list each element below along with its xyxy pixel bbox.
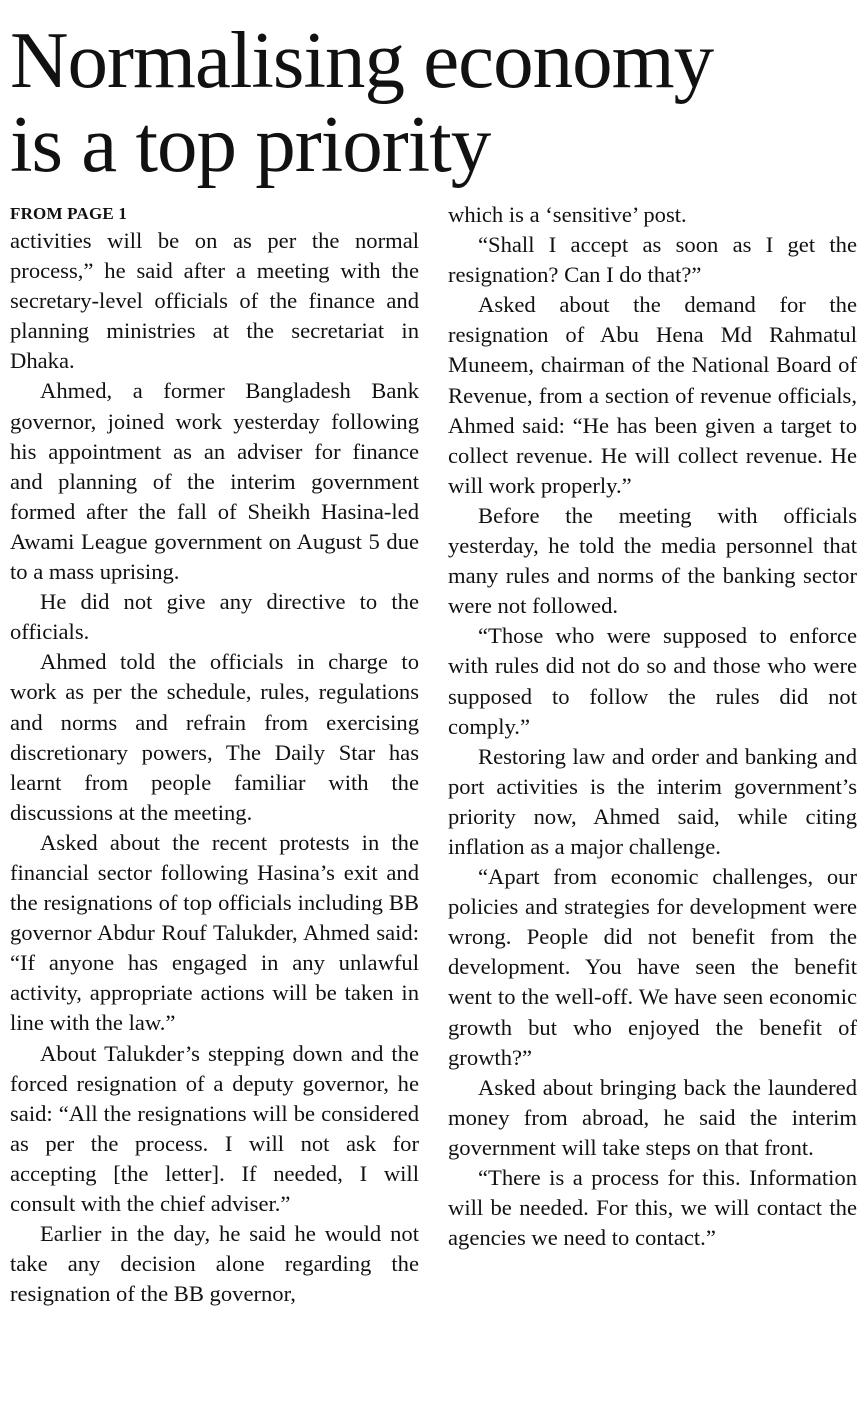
paragraph: “Those who were supposed to enforce with rules did not do so and those who were supposed to follow the rules did not comply.” xyxy=(448,623,857,739)
paragraph: Ahmed, a former Bangladesh Bank governor, joined work yesterday following his appointment as an adviser for finance and planning of the interim government formed after the fall of Sheikh Hasina-led Awami League government on August 5 due to a mass uprising. xyxy=(10,378,419,585)
paragraph: Ahmed told the officials in charge to work as per the schedule, rules, regulations and norms and refrain from exercising discretionary powers, The Daily Star has learnt from people familiar with the discussions at the meeting. xyxy=(10,649,419,825)
paragraph: “Shall I accept as soon as I get the resignation? Can I do that?” xyxy=(448,232,857,288)
paragraph: Earlier in the day, he said he would not take any decision alone regarding the resignation of the BB governor, xyxy=(10,1221,419,1307)
paragraph: “Apart from economic challenges, our policies and strategies for development were wrong. People did not benefit from the development. You have seen the benefit went to the well-off. We have seen economic growth but who enjoyed the benefit of growth?” xyxy=(448,864,857,1070)
headline-line-1: Normalising economy xyxy=(10,15,714,105)
paragraph: Asked about the demand for the resignation of Abu Hena Md Rahmatul Muneem, chairman of the National Board of Revenue, from a section of revenue officials, Ahmed said: “He has been given a target to collect revenue. He will collect revenue. He will work properly.” xyxy=(448,292,857,498)
paragraph: Asked about the recent protests in the financial sector following Hasina’s exit and the resignations of top officials including BB governor Abdur Rouf Talukder, Ahmed said: “If anyone has engaged in any unlawful activity, appropriate actions will be taken in line with the law.” xyxy=(10,829,419,1036)
paragraph: “There is a process for this. Information will be needed. For this, we will contact the agencies we need to contact.” xyxy=(448,1165,857,1251)
paragraph: activities will be on as per the normal process,” he said after a meeting with the secretary-level officials of the finance and planning ministries at the secretariat in Dhaka. xyxy=(10,228,419,374)
headline-line-2: is a top priority xyxy=(10,99,491,189)
paragraph: About Talukder’s stepping down and the forced resignation of a deputy governor, he said: “All the resignations will be considered as per the process. I will not ask for accepting [the letter]. If needed, I will consult with the chief adviser.” xyxy=(10,1040,419,1216)
paragraph: He did not give any directive to the officials. xyxy=(10,589,419,645)
paragraph: Asked about bringing back the laundered money from abroad, he said the interim government will take steps on that front. xyxy=(448,1074,857,1160)
headline xyxy=(10,15,860,189)
paragraph: Restoring law and order and banking and port activities is the interim government’s priority now, Ahmed said, while citing inflation as a major challenge. xyxy=(448,743,857,859)
paragraph: which is a ‘sensitive’ post. xyxy=(448,202,687,227)
article-column-right xyxy=(448,200,857,1253)
continuation-kicker: FROM PAGE 1 xyxy=(10,204,128,223)
paragraph: Before the meeting with officials yesterday, he told the media personnel that many rules and norms of the banking sector were not followed. xyxy=(448,502,857,619)
article-column-left xyxy=(10,200,419,1309)
